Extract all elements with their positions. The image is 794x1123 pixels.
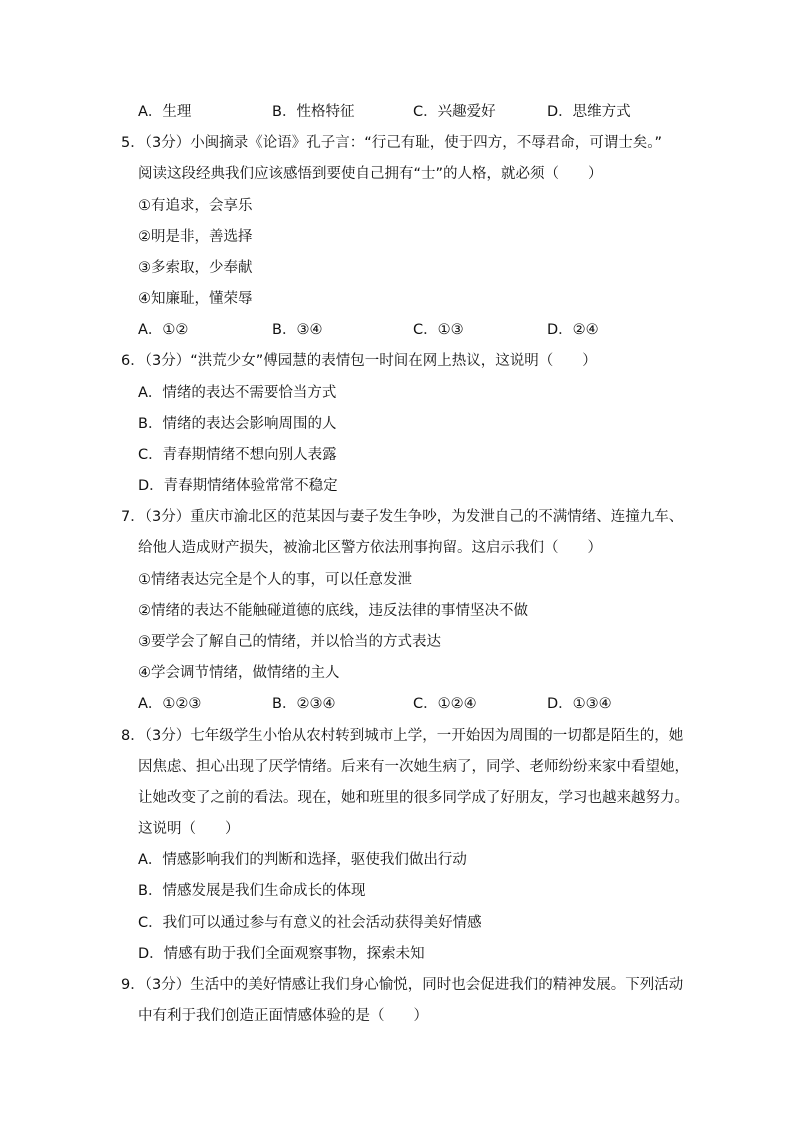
q8-stem-line3: 让她改变了之前的看法。现在，她和班里的很多同学成了好朋友，学习也越来越努力。: [138, 790, 689, 806]
q9-stem-line2: 中有利于我们创造正面情感体验的是（ ）: [138, 1008, 428, 1024]
q5-item-2: ②明是非，善选择: [138, 229, 253, 245]
q4-option-b: B．性格特征: [272, 104, 355, 120]
q7-option-c: C．①②④: [413, 696, 477, 712]
q5-item-3: ③多索取，少奉献: [138, 260, 253, 276]
q5-option-c: C．①③: [413, 322, 464, 338]
q8-option-a: A．情感影响我们的判断和选择，驱使我们做出行动: [138, 852, 467, 868]
q4-option-d: D．思维方式: [547, 104, 631, 120]
q7-option-b: B．②③④: [272, 696, 336, 712]
q5-stem-line2: 阅读这段经典我们应该感悟到要使自己拥有“士”的人格，就必须（ ）: [138, 166, 603, 182]
q5-option-d: D．②④: [547, 322, 599, 338]
q5-item-1: ①有追求，会享乐: [138, 198, 253, 214]
q8-stem-line1: 8．（3分）七年级学生小怡从农村转到城市上学，一开始因为周围的一切都是陌生的，她: [121, 728, 684, 744]
q9-stem-line1: 9．（3分）生活中的美好情感让我们身心愉悦，同时也会促进我们的精神发展。下列活动: [121, 977, 684, 993]
q7-item-4: ④学会调节情绪，做情绪的主人: [138, 665, 340, 681]
q8-option-c: C．我们可以通过参与有意义的社会活动获得美好情感: [138, 915, 482, 931]
q6-stem: 6．（3分）“洪荒少女”傅园慧的表情包一时间在网上热议，这说明（ ）: [121, 353, 597, 369]
q6-option-b: B．情绪的表达会影响周围的人: [138, 416, 337, 432]
q7-option-a: A．①②③: [138, 696, 202, 712]
q5-stem-line1: 5．（3分）小闽摘录《论语》孔子言：“行己有耻，使于四方，不辱君命，可谓士矣。”: [121, 135, 662, 151]
q7-option-d: D．①③④: [547, 696, 612, 712]
q7-item-1: ①情绪表达完全是个人的事，可以任意发泄: [138, 572, 412, 588]
q6-option-d: D．青春期情绪体验常常不稳定: [138, 478, 338, 494]
q8-stem-line4: 这说明（ ）: [138, 821, 240, 837]
q7-stem-line2: 给他人造成财产损失，被渝北区警方依法刑事拘留。这启示我们（ ）: [138, 540, 602, 556]
q8-option-b: B．情感发展是我们生命成长的体现: [138, 883, 366, 899]
q6-option-a: A．情绪的表达不需要恰当方式: [138, 385, 337, 401]
q7-stem-line1: 7．（3分）重庆市渝北区的范某因与妻子发生争吵，为发泄自己的不满情绪、连撞九车、: [121, 509, 684, 525]
q4-option-a: A．生理: [138, 104, 192, 120]
q7-item-3: ③要学会了解自己的情绪，并以恰当的方式表达: [138, 634, 441, 650]
q8-stem-line2: 因焦虑、担心出现了厌学情绪。后来有一次她生病了，同学、老师纷纷来家中看望她，: [138, 759, 689, 775]
q8-option-d: D．情感有助于我们全面观察事物，探索未知: [138, 946, 425, 962]
q4-option-c: C．兴趣爱好: [413, 104, 496, 120]
q6-option-c: C．青春期情绪不想向别人表露: [138, 447, 337, 463]
q5-item-4: ④知廉耻，懂荣辱: [138, 291, 253, 307]
q5-option-b: B．③④: [272, 322, 323, 338]
q5-option-a: A．①②: [138, 322, 189, 338]
q7-item-2: ②情绪的表达不能触碰道德的底线，违反法律的事情坚决不做: [138, 603, 528, 619]
